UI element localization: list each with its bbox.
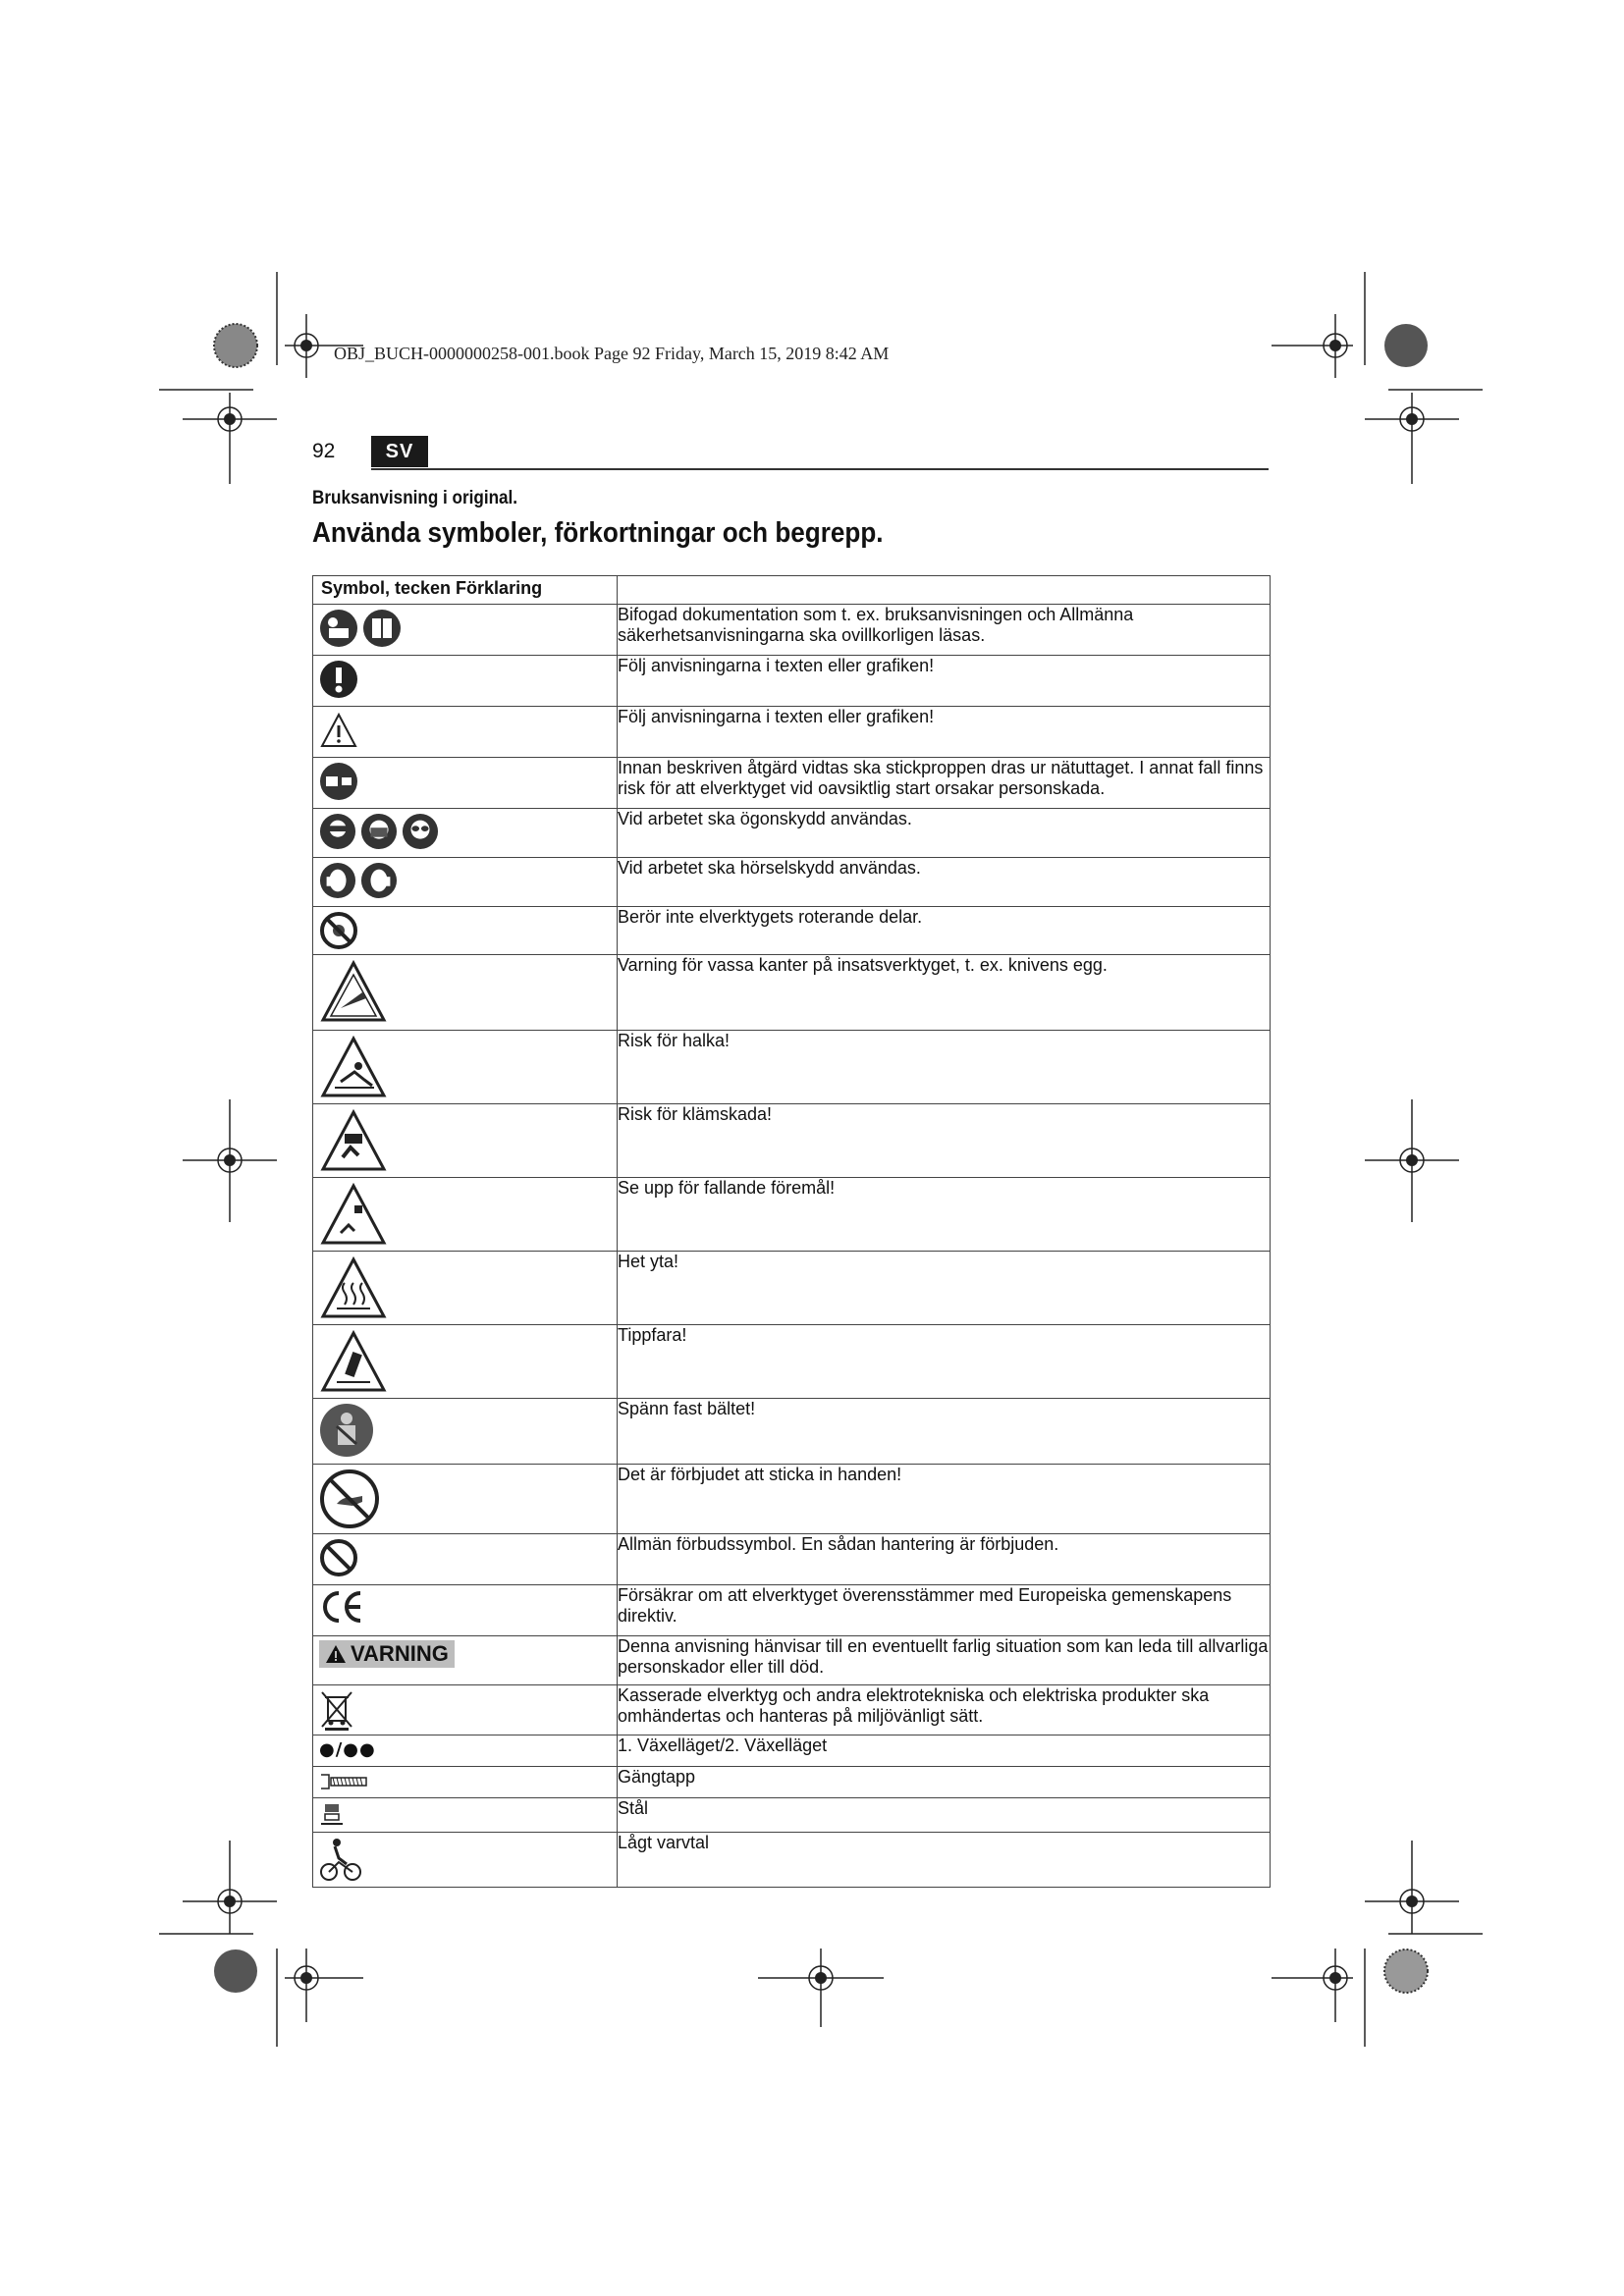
table-row <box>313 1735 1271 1767</box>
unplug-icon <box>319 762 358 801</box>
description: Tippfara! <box>618 1325 1271 1399</box>
description: Vid arbetet ska ögonskydd användas. <box>618 809 1271 858</box>
description: Innan beskriven åtgärd vidtas ska stickproppen dras ur nätuttaget. I annat fall finns risk för att elverktyget vid oavsiktlig start orsakar personskada. <box>618 758 1271 809</box>
ear-defender-icon <box>360 862 398 899</box>
exclamation-icon <box>319 660 358 699</box>
description: Gängtapp <box>618 1767 1271 1798</box>
description: Berör inte elverktygets roterande delar. <box>618 907 1271 955</box>
table-row <box>313 1767 1271 1798</box>
description: Risk för halka! <box>618 1031 1271 1104</box>
ear-protection-icon <box>319 862 356 899</box>
description: Het yta! <box>618 1252 1271 1325</box>
description: Lågt varvtal <box>618 1833 1271 1888</box>
manual-book-icon <box>362 609 402 648</box>
table-row <box>313 809 1271 858</box>
table-row <box>313 1252 1271 1325</box>
table-row <box>313 1534 1271 1585</box>
warning-label <box>319 1640 455 1668</box>
table-row <box>313 858 1271 907</box>
description: Varning för vassa kanter på insatsverktyget, t. ex. knivens egg. <box>618 955 1271 1031</box>
goggles-icon <box>402 813 439 850</box>
table-row <box>313 1325 1271 1399</box>
description: Allmän förbudssymbol. En sådan hantering är förbjuden. <box>618 1534 1271 1585</box>
symbols-table <box>312 575 1271 1888</box>
table-row <box>313 1685 1271 1735</box>
ce-mark-icon <box>319 1589 364 1625</box>
header-rule <box>371 468 1269 470</box>
description: Stål <box>618 1798 1271 1833</box>
table-row <box>313 605 1271 656</box>
tipping-hazard-icon <box>319 1329 388 1394</box>
hot-surface-icon <box>319 1255 388 1320</box>
table-row <box>313 1833 1271 1888</box>
warning-triangle-icon <box>319 711 358 750</box>
no-touch-rotating-icon <box>319 911 358 950</box>
sharp-edges-icon <box>319 959 388 1024</box>
warning-triangle-icon <box>325 1644 347 1664</box>
description: Denna anvisning hänvisar till en eventuellt farlig situation som kan leda till allvarliga personskador eller till död. <box>618 1636 1271 1685</box>
description: Bifogad dokumentation som t. ex. bruksanvisningen och Allmänna säkerhetsanvisningarna ska ovillkorligen läsas. <box>618 605 1271 656</box>
description: Risk för klämskada! <box>618 1104 1271 1178</box>
falling-objects-icon <box>319 1182 388 1247</box>
description: Följ anvisningarna i texten eller grafiken! <box>618 656 1271 707</box>
description: Försäkrar om att elverktyget överensstämmer med Europeiska gemenskapens direktiv. <box>618 1585 1271 1636</box>
table-row <box>313 1798 1271 1833</box>
table-row <box>313 1178 1271 1252</box>
table-row <box>313 707 1271 758</box>
low-speed-bicycle-icon <box>319 1837 362 1882</box>
crush-hazard-icon <box>319 1108 388 1173</box>
table-row <box>313 1585 1271 1636</box>
table-header-row <box>313 576 1271 605</box>
steel-icon <box>319 1802 347 1828</box>
prohibition-icon <box>319 1538 358 1577</box>
table-row <box>313 1031 1271 1104</box>
table-row <box>313 758 1271 809</box>
table-row <box>313 955 1271 1031</box>
subtitle: Bruksanvisning i original. <box>312 488 518 508</box>
description: Följ anvisningarna i texten eller grafiken! <box>618 707 1271 758</box>
file-info-line: OBJ_BUCH-0000000258-001.book Page 92 Friday, March 15, 2019 8:42 AM <box>334 344 890 363</box>
description: Vid arbetet ska hörselskydd användas. <box>618 858 1271 907</box>
read-manual-icon <box>319 609 358 648</box>
table-row <box>313 907 1271 955</box>
no-hand-icon <box>319 1468 380 1529</box>
table-row <box>313 656 1271 707</box>
gear-dots: ●/●● <box>319 1739 376 1760</box>
slip-hazard-icon <box>319 1035 388 1099</box>
table-header: Symbol, tecken Förklaring <box>313 576 618 605</box>
page-title: Använda symboler, förkortningar och begrepp. <box>312 517 884 549</box>
weee-bin-icon <box>319 1689 354 1731</box>
description: 1. Växelläget/2. Växelläget <box>618 1735 1271 1767</box>
table-row <box>313 1465 1271 1534</box>
language-badge: SV <box>371 436 428 467</box>
table-row <box>313 1636 1271 1685</box>
description: Se upp för fallande föremål! <box>618 1178 1271 1252</box>
face-shield-icon <box>360 813 398 850</box>
page-number: 92 <box>312 440 336 462</box>
description: Kasserade elverktyg och andra elektrotekniska och elektriska produkter ska omhändertas och hanteras på miljövänligt sätt. <box>618 1685 1271 1735</box>
description: Det är förbjudet att sticka in handen! <box>618 1465 1271 1534</box>
eye-protection-icon <box>319 813 356 850</box>
threaded-tap-icon <box>319 1771 370 1792</box>
table-row <box>313 1399 1271 1465</box>
description: Spänn fast bältet! <box>618 1399 1271 1465</box>
seatbelt-icon <box>319 1403 374 1458</box>
table-row <box>313 1104 1271 1178</box>
warning-label-text: VARNING <box>351 1641 449 1666</box>
